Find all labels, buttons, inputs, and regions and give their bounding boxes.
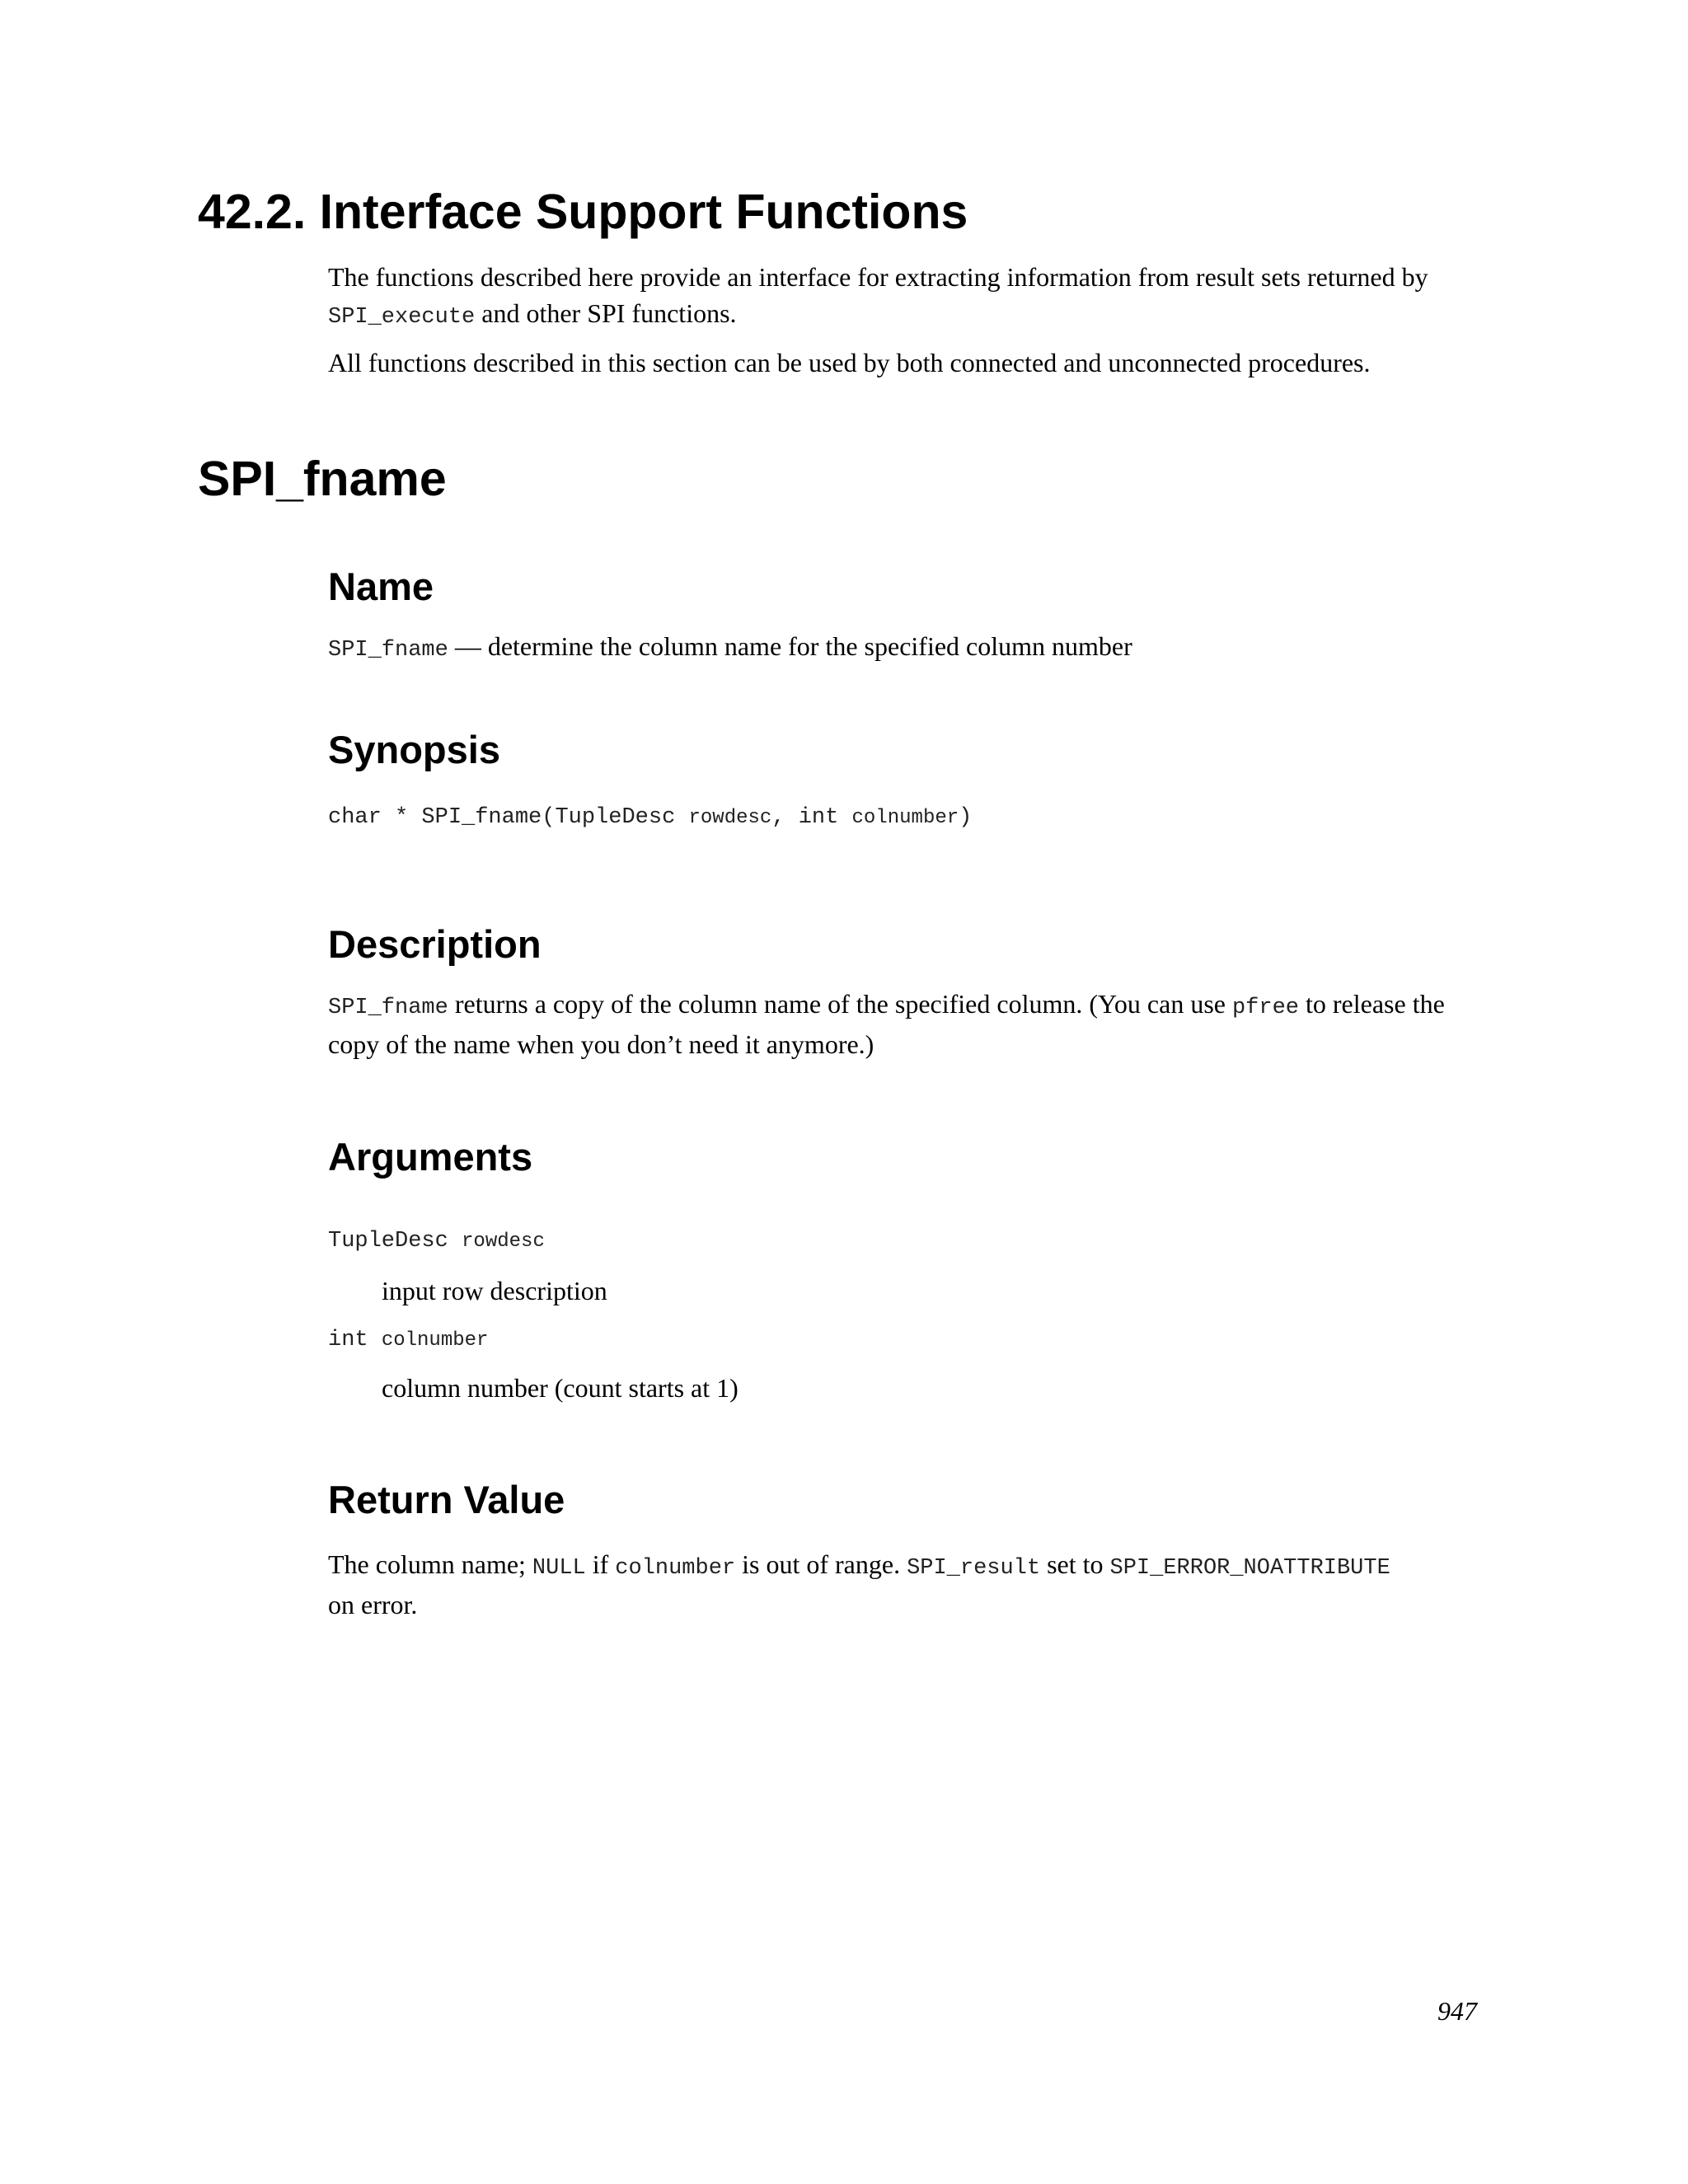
argument-definition-rowdesc: input row description: [382, 1276, 607, 1305]
inline-code-spi-error-noattribute: SPI_ERROR_NOATTRIBUTE: [1109, 1556, 1390, 1581]
argument-definition-colnumber: column number (count starts at 1): [382, 1373, 738, 1403]
inline-code-spi-result: SPI_result: [907, 1556, 1041, 1581]
return-value-heading: Return Value: [328, 1478, 565, 1521]
name-purpose: — determine the column name for the specified column number: [448, 631, 1132, 661]
inline-code-spi-fname: SPI_fname: [328, 996, 448, 1020]
name-heading: Name: [328, 565, 434, 608]
arguments-heading: Arguments: [328, 1135, 533, 1179]
inline-code-spi-execute: SPI_execute: [328, 305, 476, 330]
description-heading: Description: [328, 922, 542, 966]
description-paragraph: SPI_fname returns a copy of the column name of the specified column. (You can use pfree to release the copy of the name when you don’t need it anymore.): [328, 989, 1445, 1059]
synopsis-heading: Synopsis: [328, 728, 500, 771]
intro-paragraph-1: [328, 259, 1482, 335]
inline-code-spi-fname: SPI_fname: [328, 638, 448, 663]
intro-text-a: The functions described here provide an interface for extracting information from result sets returned by: [328, 262, 1428, 292]
synopsis-param-colnumber: colnumber: [851, 807, 959, 829]
inline-code-null: NULL: [532, 1556, 586, 1581]
inline-code-pfree: pfree: [1231, 996, 1299, 1020]
refentry-title: SPI_fname: [198, 452, 447, 506]
page-number: 947: [1437, 1996, 1477, 2026]
synopsis-code: char * SPI_fname(TupleDesc rowdesc, int colnumber): [328, 805, 973, 830]
intro-paragraph-2: All functions described in this section can be used by both connected and unconnected procedures.: [328, 348, 1371, 377]
argument-term-colnumber: int colnumber: [328, 1328, 489, 1352]
synopsis-param-rowdesc: rowdesc: [688, 807, 772, 829]
section-title: 42.2. Interface Support Functions: [198, 185, 968, 239]
name-paragraph: [328, 628, 1482, 668]
intro-text-b: and other SPI functions.: [475, 298, 737, 328]
argument-term-rowdesc: TupleDesc rowdesc: [328, 1229, 545, 1254]
return-value-paragraph: The column name; NULL if colnumber is out of range. SPI_result set to SPI_ERROR_NOATTRIBUTE on error.: [328, 1549, 1390, 1619]
inline-code-colnumber: colnumber: [615, 1556, 736, 1581]
